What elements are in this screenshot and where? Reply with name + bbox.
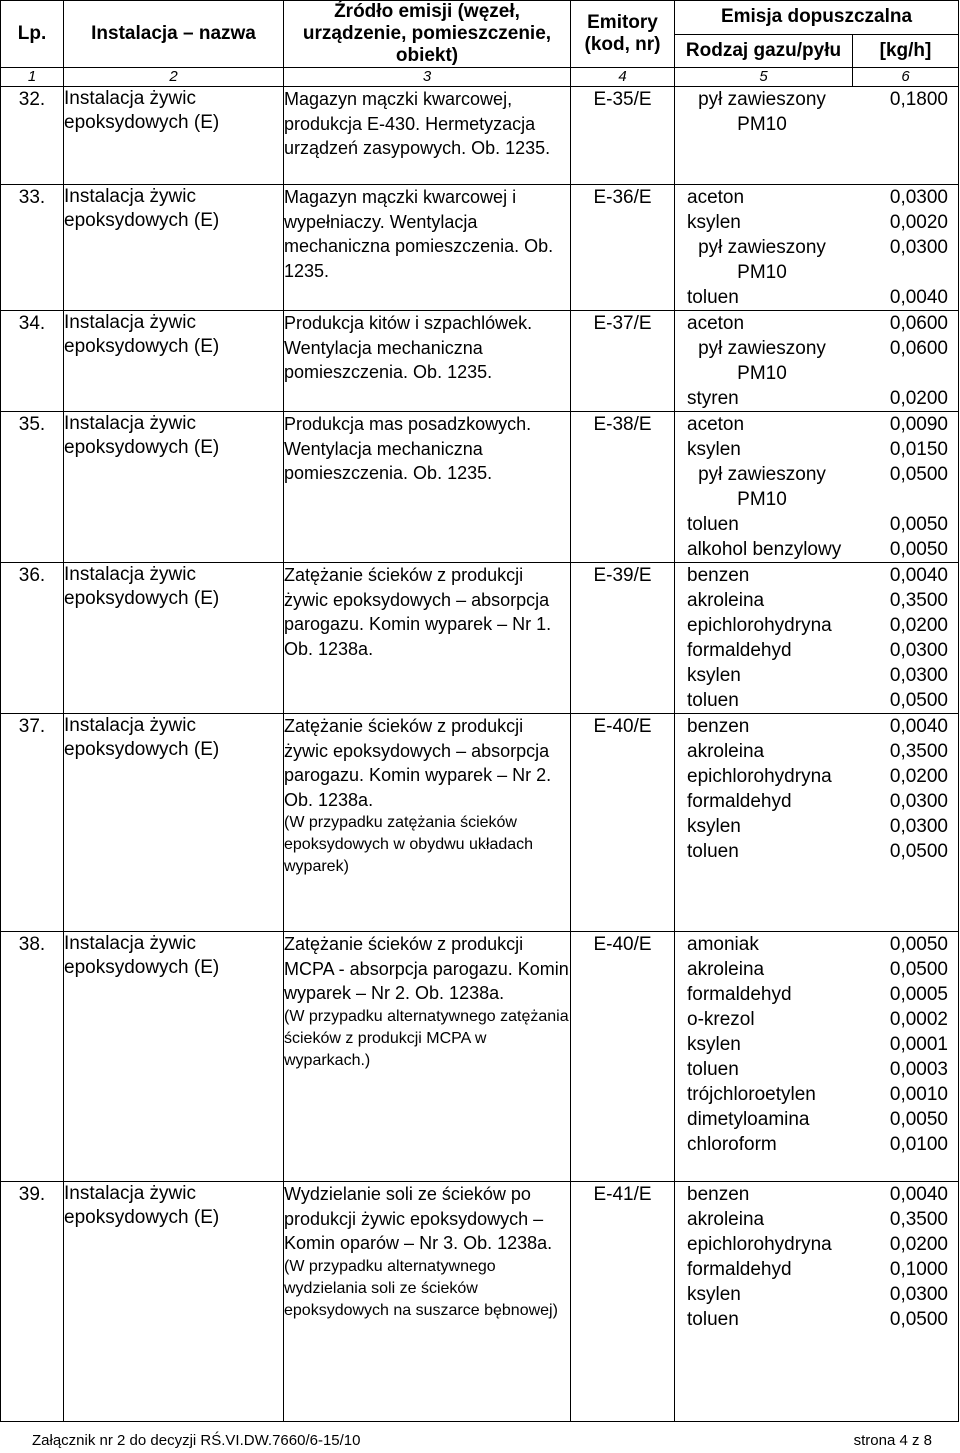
table-row — [1, 563, 959, 714]
row-emitor: E-40/E — [571, 714, 675, 932]
gas-value: 0,0050 — [889, 934, 948, 955]
gas-entry — [675, 839, 958, 864]
gas-name: formaldehyd — [687, 1259, 792, 1280]
gas-name: pył zawieszony PM10 — [698, 237, 826, 283]
gas-entry — [675, 1182, 958, 1207]
gas-entry — [675, 311, 958, 336]
header-rodzaj: Rodzaj gazu/pyłu — [675, 34, 853, 68]
row-gases — [675, 311, 959, 412]
table-row — [1, 87, 959, 185]
table-row — [1, 714, 959, 932]
row-instalacja: Instalacja żywic epoksydowych (E) — [64, 563, 284, 714]
source-text: Magazyn mączki kwarcowej i wypełniaczy. Wentylacja mechaniczna pomieszczenia. Ob. 1235. — [284, 187, 554, 281]
gas-name: akroleina — [687, 590, 765, 611]
gas-value: 0,0150 — [889, 439, 948, 460]
gas-entry — [675, 764, 958, 789]
gas-name: toluen — [687, 690, 739, 711]
gas-value: 0,0300 — [889, 640, 948, 661]
row-gases — [675, 1182, 959, 1422]
row-emitor: E-35/E — [571, 87, 675, 185]
gas-value: 0,0040 — [889, 1184, 948, 1205]
gas-entry — [675, 982, 958, 1007]
table-row — [1, 932, 959, 1182]
row-instalacja: Instalacja żywic epoksydowych (E) — [64, 1182, 284, 1422]
gas-list — [675, 714, 958, 864]
source-text: Produkcja mas posadzkowych. Wentylacja mechaniczna pomieszczenia. Ob. 1235. — [284, 414, 532, 483]
row-lp: 39. — [1, 1182, 64, 1422]
gas-value: 0,1000 — [889, 1259, 948, 1280]
gas-entry — [675, 663, 958, 688]
gas-name: benzen — [687, 1184, 750, 1205]
row-emitor: E-38/E — [571, 412, 675, 563]
row-emitor: E-37/E — [571, 311, 675, 412]
gas-entry — [675, 1282, 958, 1307]
gas-entry — [675, 1057, 958, 1082]
gas-name: toluen — [687, 1059, 739, 1080]
gas-value: 0,0040 — [889, 287, 948, 308]
source-text: Zatężanie ścieków z produkcji żywic epoksydowych – absorpcja parogazu. Komin wyparek – Nr 1. Ob. 1238a. — [284, 565, 552, 659]
gas-value: 0,0600 — [889, 313, 948, 334]
row-gases — [675, 412, 959, 563]
gas-entry — [675, 412, 958, 437]
col-num-2: 2 — [64, 68, 284, 87]
gas-value: 0,0050 — [889, 1109, 948, 1130]
gas-entry — [675, 285, 958, 310]
table-row — [1, 311, 959, 412]
gas-value: 0,0300 — [889, 791, 948, 812]
header-emisja: Emisja dopuszczalna — [675, 1, 959, 35]
gas-name: aceton — [687, 414, 745, 435]
source-text: Wydzielanie soli ze ścieków po produkcji żywic epoksydowych – Komin oparów – Nr 3. Ob. 1238a. — [284, 1184, 553, 1253]
col-num-4: 4 — [571, 68, 675, 87]
gas-name: toluen — [687, 1309, 739, 1330]
gas-entry — [675, 1232, 958, 1257]
col-num-5: 5 — [675, 68, 853, 87]
gas-name: toluen — [687, 287, 739, 308]
gas-list — [675, 1182, 958, 1332]
col-num-6: 6 — [853, 68, 959, 87]
row-instalacja: Instalacja żywic epoksydowych (E) — [64, 185, 284, 311]
gas-value: 0,0200 — [889, 615, 948, 636]
row-emitor: E-40/E — [571, 932, 675, 1182]
col-num-3: 3 — [284, 68, 571, 87]
row-zrodlo — [284, 563, 571, 714]
gas-name: toluen — [687, 841, 739, 862]
gas-name: formaldehyd — [687, 984, 792, 1005]
gas-value: 0,0500 — [889, 1309, 948, 1330]
gas-value: 0,0200 — [889, 1234, 948, 1255]
gas-name: chloroform — [687, 1134, 777, 1155]
gas-entry — [675, 512, 958, 537]
gas-name: epichlorohydryna — [687, 1234, 832, 1255]
gas-name: pył zawieszony PM10 — [698, 338, 826, 384]
gas-value: 0,0200 — [889, 388, 948, 409]
row-zrodlo — [284, 311, 571, 412]
row-lp: 36. — [1, 563, 64, 714]
gas-entry — [675, 789, 958, 814]
row-instalacja: Instalacja żywic epoksydowych (E) — [64, 932, 284, 1182]
gas-name: o-krezol — [687, 1009, 755, 1030]
gas-name: styren — [687, 388, 739, 409]
gas-name: benzen — [687, 716, 750, 737]
gas-entry — [675, 613, 958, 638]
footer-decision-ref: Załącznik nr 2 do decyzji RŚ.VI.DW.7660/6-15/10 — [32, 1432, 361, 1449]
gas-value: 0,0040 — [889, 565, 948, 586]
gas-value: 0,0300 — [889, 187, 948, 208]
gas-entry — [675, 1032, 958, 1057]
gas-value: 0,0300 — [889, 237, 948, 258]
row-emitor: E-41/E — [571, 1182, 675, 1422]
gas-list — [675, 563, 958, 713]
row-gases — [675, 714, 959, 932]
gas-list — [675, 185, 958, 310]
gas-name: akroleina — [687, 959, 765, 980]
gas-value: 0,0200 — [889, 766, 948, 787]
row-lp: 34. — [1, 311, 64, 412]
gas-value: 0,0005 — [889, 984, 948, 1005]
gas-name: akroleina — [687, 1209, 765, 1230]
gas-value: 0,0003 — [889, 1059, 948, 1080]
header-zrodlo: Źródło emisji (węzeł, urządzenie, pomieszczenie, obiekt) — [284, 1, 571, 68]
gas-name: benzen — [687, 565, 750, 586]
row-instalacja: Instalacja żywic epoksydowych (E) — [64, 87, 284, 185]
row-zrodlo — [284, 185, 571, 311]
gas-name: pył zawieszony PM10 — [698, 464, 826, 510]
gas-entry — [675, 932, 958, 957]
gas-list — [675, 311, 958, 411]
gas-value: 0,0050 — [889, 539, 948, 560]
row-zrodlo — [284, 932, 571, 1182]
gas-name: ksylen — [687, 816, 741, 837]
gas-entry — [675, 1132, 958, 1157]
row-lp: 35. — [1, 412, 64, 563]
gas-entry — [675, 957, 958, 982]
gas-value: 0,0020 — [889, 212, 948, 233]
gas-name: formaldehyd — [687, 640, 792, 661]
row-emitor: E-39/E — [571, 563, 675, 714]
gas-entry — [675, 537, 958, 562]
gas-entry — [675, 1007, 958, 1032]
gas-value: 0,0500 — [889, 464, 948, 485]
gas-value: 0,0300 — [889, 665, 948, 686]
gas-entry — [675, 714, 958, 739]
gas-entry — [675, 638, 958, 663]
gas-value: 0,0010 — [889, 1084, 948, 1105]
gas-name: akroleina — [687, 741, 765, 762]
gas-value: 0,3500 — [889, 590, 948, 611]
gas-name: ksylen — [687, 665, 741, 686]
source-note: (W przypadku alternatywnego wydzielania soli ze ścieków epoksydowych na suszarce bębnowej) — [284, 1257, 558, 1319]
gas-name: ksylen — [687, 1284, 741, 1305]
gas-name: trójchloroetylen — [687, 1084, 816, 1105]
gas-list — [675, 87, 958, 137]
footer-page-number: strona 4 z 8 — [853, 1432, 932, 1449]
gas-entry — [675, 739, 958, 764]
row-gases — [675, 563, 959, 714]
gas-entry — [675, 588, 958, 613]
gas-list — [675, 932, 958, 1157]
source-note: (W przypadku zatężania ścieków epoksydowych w obydwu układach wyparek) — [284, 814, 534, 875]
gas-value: 0,0500 — [889, 959, 948, 980]
header-emitory: Emitory (kod, nr) — [571, 1, 675, 68]
gas-name: alkohol benzylowy — [687, 539, 842, 560]
gas-name: epichlorohydryna — [687, 766, 832, 787]
row-lp: 38. — [1, 932, 64, 1182]
table-row — [1, 1182, 959, 1422]
gas-entry — [675, 462, 958, 512]
gas-entry — [675, 437, 958, 462]
gas-value: 0,0300 — [889, 1284, 948, 1305]
table-row — [1, 412, 959, 563]
gas-entry — [675, 1107, 958, 1132]
gas-entry — [675, 336, 958, 386]
gas-value: 0,0500 — [889, 690, 948, 711]
table-body — [1, 87, 959, 1422]
gas-entry — [675, 235, 958, 285]
gas-entry — [675, 1207, 958, 1232]
gas-name: ksylen — [687, 1034, 741, 1055]
header-kgh: [kg/h] — [853, 34, 959, 68]
row-gases — [675, 87, 959, 185]
col-num-1: 1 — [1, 68, 64, 87]
source-text: Zatężanie ścieków z produkcji żywic epoksydowych – absorpcja parogazu. Komin wyparek – Nr 2. Ob. 1238a. — [284, 716, 552, 810]
source-note: (W przypadku alternatywnego zatężania ścieków z produkcji MCPA w wyparkach.) — [284, 1007, 569, 1069]
gas-name: ksylen — [687, 439, 741, 460]
gas-name: formaldehyd — [687, 791, 792, 812]
row-gases — [675, 185, 959, 311]
gas-value: 0,0040 — [889, 716, 948, 737]
gas-value: 0,0002 — [889, 1009, 948, 1030]
source-text: Zatężanie ścieków z produkcji MCPA - absorpcja parogazu. Komin wyparek – Nr 2. Ob. 1238a. — [284, 934, 569, 1003]
source-text: Magazyn mączki kwarcowej, produkcja E-430. Hermetyzacja urządzeń zasypowych. Ob. 1235. — [284, 89, 551, 158]
row-instalacja: Instalacja żywic epoksydowych (E) — [64, 714, 284, 932]
gas-name: amoniak — [687, 934, 759, 955]
row-zrodlo — [284, 87, 571, 185]
table-row — [1, 185, 959, 311]
row-gases — [675, 932, 959, 1182]
gas-entry — [675, 185, 958, 210]
gas-name: epichlorohydryna — [687, 615, 832, 636]
gas-value: 0,0100 — [889, 1134, 948, 1155]
gas-value: 0,0050 — [889, 514, 948, 535]
gas-name: ksylen — [687, 212, 741, 233]
row-instalacja: Instalacja żywic epoksydowych (E) — [64, 412, 284, 563]
gas-entry — [675, 87, 958, 137]
gas-entry — [675, 563, 958, 588]
row-lp: 32. — [1, 87, 64, 185]
gas-value: 0,0500 — [889, 841, 948, 862]
gas-entry — [675, 688, 958, 713]
row-emitor: E-36/E — [571, 185, 675, 311]
gas-list — [675, 412, 958, 562]
gas-value: 0,3500 — [889, 741, 948, 762]
gas-name: aceton — [687, 313, 745, 334]
gas-name: pył zawieszony PM10 — [698, 89, 826, 135]
row-zrodlo — [284, 412, 571, 563]
gas-entry — [675, 386, 958, 411]
source-text: Produkcja kitów i szpachlówek. Wentylacja mechaniczna pomieszczenia. Ob. 1235. — [284, 313, 533, 382]
gas-value: 0,1800 — [889, 89, 948, 110]
gas-name: dimetyloamina — [687, 1109, 810, 1130]
row-instalacja: Instalacja żywic epoksydowych (E) — [64, 311, 284, 412]
header-lp: Lp. — [1, 1, 64, 68]
gas-value: 0,0600 — [889, 338, 948, 359]
gas-entry — [675, 1082, 958, 1107]
gas-value: 0,0300 — [889, 816, 948, 837]
header-instalacja: Instalacja – nazwa — [64, 1, 284, 68]
gas-name: aceton — [687, 187, 745, 208]
gas-entry — [675, 1257, 958, 1282]
gas-entry — [675, 814, 958, 839]
row-zrodlo — [284, 1182, 571, 1422]
gas-name: toluen — [687, 514, 739, 535]
gas-entry — [675, 210, 958, 235]
row-lp: 37. — [1, 714, 64, 932]
gas-value: 0,0001 — [889, 1034, 948, 1055]
row-lp: 33. — [1, 185, 64, 311]
gas-value: 0,0090 — [889, 414, 948, 435]
gas-value: 0,3500 — [889, 1209, 948, 1230]
gas-entry — [675, 1307, 958, 1332]
row-zrodlo — [284, 714, 571, 932]
